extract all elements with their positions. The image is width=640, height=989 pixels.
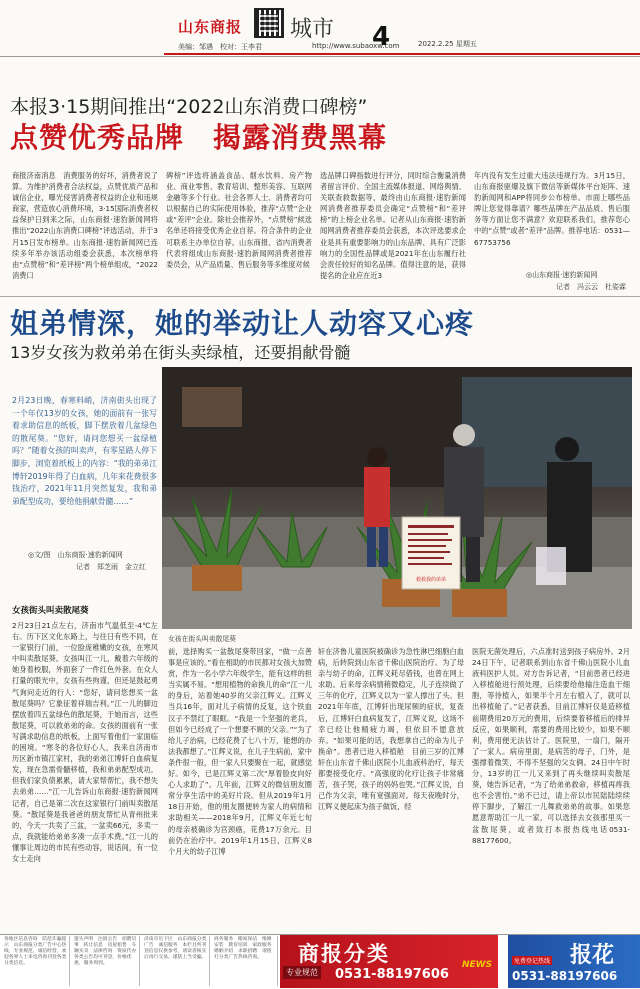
qr-code-icon <box>254 8 284 38</box>
baohua-ad-title: 报花 <box>570 943 615 968</box>
classified-ad-1[interactable]: 各地区信息咨询 防范诈骗提示 山东商报分类广告中心热线，专业规范，诚信经营，欢迎各界人士来电咨询刊登各类分类信息。 <box>2 936 70 986</box>
photo-caption: 女孩在街头叫卖散尾葵 <box>168 635 236 643</box>
story1-reporters: 记者 冯云云 杜姿霖 <box>556 283 626 291</box>
photo-illustration <box>162 367 632 629</box>
newspaper-logo: 山东商报 <box>178 18 243 36</box>
classified-ad-4[interactable]: 商务服务 搬家保洁 维修安装 教育培训 家政服务 婚姻介绍 求职招聘 请拨打分类广告热线咨询。 <box>212 936 278 986</box>
news-photo <box>162 367 632 629</box>
story1-credit: ◎山东商报·速豹新闻网 <box>526 271 598 279</box>
story1-kicker: 本报3·15期间推出“2022山东消费口碑榜” <box>10 96 368 118</box>
story1-headline: 点赞优秀品牌 揭露消费黑幕 <box>10 121 388 154</box>
story2-reporters: 记者 郑芝雨 金立红 <box>76 563 146 571</box>
section-name: 城市 <box>290 17 335 42</box>
baohua-ad-label: 免费登记热线 <box>514 958 551 965</box>
news-badge: NEWS <box>462 960 493 970</box>
story1-column-4: 年内没有发生过重大违法违规行为。3月15日，山东商报驱爆及旗下微信等新媒体平台矩阵、速豹新闻网和APP将同步公布榜单。市面上哪些品牌让您觉得靠谱？哪些品牌在产品品质、售后服务等方面让您不满意？欢迎联系我们，推荐您心中的“点赞”或者“差评”品牌。推荐电话：0531—67753756 <box>474 171 630 247</box>
story2-subhead-a: 女孩街头叫卖散尾葵 <box>12 606 89 616</box>
classified-ad-3[interactable]: 济南市历下区 山东商报分类广告 诚信服务 本栏目所刊登信息仅供参考，请读者核实后再行交易，谨防上当受骗。 <box>142 936 210 986</box>
story2-headline: 姐弟情深，她的举动让人动容又心疼 <box>10 307 475 340</box>
story-divider <box>0 296 640 297</box>
page-number: 4 <box>372 22 391 52</box>
issue-date: 2022.2.25 星期五 <box>418 40 477 48</box>
website-link[interactable]: http://www.subaoxw.com <box>312 42 400 50</box>
photo-sign-text: 救救我的弟弟 <box>415 577 447 583</box>
story2-column-2: 前，选择购买一盆散尾葵带回家，“做一点善事是应该的。”看在相助的市民都对女孩大加赞赏，作为一名小学六年级学生，能有这样的担当实属不易。“想用植物的命换儿的命”江一儿的身后，站着她40岁的父亲江辉义。江辉义当兵16年，面对儿子病情的反复，这个铁血汉子不禁红了眼眶。“我是一个坚强的老兵，但如今已经成了一个想要不顾的父亲。”“为了给儿子治病，已经花费了七八十万，能想的办法我都想了。”江辉义说，在儿子生病前，家中条件很一般，但一家人只要聚在一起，就感觉好。如今，已是江辉义第二次“厚着脸皮向好心人求助了”。几年前，江辉义的微信朋友圈常分享生活中的美好片段。但从2019年1月18日开始，他的朋友圈便转为家人的病情和求助相关——2018年9月，江辉义年近七旬的母亲被确诊为宫颈癌，花费17万余元。目前仍在治疗中。2019年1月15日，江辉义8个月大的幼子江博 <box>168 647 313 856</box>
baohua-ad-phone: 0531-88197606 <box>512 969 618 983</box>
masthead-divider <box>0 56 640 57</box>
classified-banner-phone: 0531-88197606 <box>335 967 449 982</box>
classified-banner-tag: 专业规范 <box>283 966 321 979</box>
story2-intro: 2月23日晚，春寒料峭，济南街头出现了一个年仅13岁的女孩，她的面前有一张写着求助信息的纸板，脚下摆放着几盆绿色的散尾葵。“您好，请问您想买一盆绿植吗？”随着女孩的叫卖声，有零星路人停下脚步，浏览着纸板上的内容：“我的弟弟江博轩2019年得了白血病，几年来花费很多钱治疗，2021年11月突然复发，我和弟弟配型成功，要给他捐献骨髓……” <box>12 396 157 506</box>
story2-column-3: 轩在济鲁儿童医院被确诊为急性淋巴细胞白血病，后转院到山东省千佛山医院治疗。为了母亲与幼子的命，江辉义耗尽借钱，也曾在网上求助。后来母亲病情稍微稳定，儿子连续做了三年的化疗，江辉义以为一家人撑出了头。但2021年年底，江博轩出现尿频的症状，复查后，江博轩白血病复发了，江辉义说，这场不幸已经让他精疲力竭，但依旧不愿意放弃。“如果可能的话，我想拿自己的命为儿子换命”。患者已进入移植舱 目前三岁的江博轩在山东省千佛山医院小儿血液科治疗，每天都要接受化疗。“高强度的化疗让孩子非常痛苦，孩子哭，孩子的妈妈也哭。”江辉义说，自己作为父亲，唯有宽强面对。每天夜晚时分，江辉义便起床为孩子做饭，经 <box>318 647 464 812</box>
story2-credit: ◎文/图 山东商报·速豹新闻网 <box>28 551 123 559</box>
classified-banner-title: 商报分类 <box>298 942 390 966</box>
masthead-rule <box>164 53 640 55</box>
classified-ad-2[interactable]: 遗失声明 注销公告 招聘启事 转让信息 房屋租售 车辆买卖 法律咨询 资质代办 各类公告均可刊登，价格优惠，服务周到。 <box>72 936 140 986</box>
story1-column-1: 商报济南消息 消费服务的好坏，消费者说了算。为维护消费者合法权益，点赞优质产品和诚信企业，曝光侵害消费者权益的企业和违规商家，营造放心消费环境，3·15国际消费者权益保护日到来之际，山东商报·速豹新闻网将推出“2022山东消费口碑榜”评选活动，并于3月15日发布榜单。山东商报·速豹新闻网已连续多年举办该活动组委会获悉，本次榜单将由“点赞榜”和“差评榜”两个榜单组成，“2022消费口 <box>12 171 158 280</box>
story1-column-2: 碑榜”评选将涵盖食品、烟水饮料、房产物业、商业零售、教育培训、整形美容、互联网金融等多个行业。社会各界人士、消费者均可以根据自己的实际使用体验，推荐“点赞”企业或“差评”企业。除社会推荐外，“点赞榜”候选名单还将接受优秀企业自荐。符合条件的企业可联系主办单位自荐。山东商报、省内消费者代表将组成山东商报·速豹新闻网消费者推荐委员会，从产品质量、售后服务等多维度对候 <box>166 171 312 269</box>
story2-subhead: 13岁女孩为救弟弟在街头卖绿植，还要捐献骨髓 <box>10 343 351 362</box>
editor-credits: 美编：邹遇 校对：王李君 <box>178 43 262 51</box>
story2-column-4: 医院无菌处理后，六点准时送到孩子病房外。2月24日下午，记者联系到山东省千佛山医院小儿血液科医护人员。对方告诉记者，“目前患者已经进入移植舱进行预处理，后续要给他输注造血干细胞，等待植入，如果半个月左右植入了，就可以出移植舱了。”记者获悉，目前江博轩仅是造移植前期费用20万元的费用，后续要着移植后的排异反应，如果顺利，需要的费用比较少，如果不顺利，费用便无法估计了。医院里，一扇门，隔开了一家人。病房里面，是病苦的母子，门外，是强撑着微笑，不得不坚强的父女俩。24日中午时分，13岁的江一儿又来到了再头继续叫卖散尾葵，她告诉记者，“为了给弟弟救命，移植再疼我也不会害怕。”弟不已过，请上帝以市民陆陆续续停下脚步，了解江一儿舞救弟弟的故事。如果您愿意帮助江一儿一家，可以选择去女孩那里买一盆散尾葵，或者致打本报热线电话0531-88177600。 <box>472 647 630 845</box>
story2-column-1: 2月23日21点左右，济南市气温低至-4℃左右。历下区文化东路上，与往日有些不同，在一家银行门前，一位脸庞稚嫩的女孩，在寒风中叫卖散尾葵。女孩叫江一儿，戴着六年级的她身着校服，外面套了一件红色外套。在众人打量的眼光中，女孩有些拘谨，但还是鼓起勇气询问走近的行人：“您好，请问您想买一盆散尾葵吗？它象征着祥瑞吉利。”江一儿的脚边摆放着四五盆绿色的散尾葵，于她而言，这些散尾葵，可以救弟弟的命。女孩的面前有一张写满求助信息的纸板，上面写着他们一家面临的困境。“寒冬的各位好心人，我来自济南市历区新市镇江家村，我的弟弟江博轩白血病复发，现在急需骨髓移植，我和弟弟配型成功，但我们家负债累累，请大家帮帮忙，我不想失去弟弟……”江一儿告诉山东商报·速豹新闻网记者，自己是第二次在这家银行门前叫卖散尾葵。“散尾葵是我爸爸的朋友帮忙从青州批来的，今天一共卖了三盆，一盆卖66元，多卖一点，我就能给弟弟多凑一点手术费。”江一儿的懂事让周边的市民有些动容，说话间，有一位女士走向 <box>12 621 158 863</box>
story1-column-3: 选品牌口碑指数进行评分，同时综合衡量消费者留言评价、全国主流媒体报道、网络舆情、关联查救数据等，最终由山东商报·速豹新闻网消费者推荐委员会确定“点赞榜”和“差评榜”的上榜企业名单。记者从山东商报·速豹新闻网消费者推荐委员会获悉，本次评选要求企业是具有重要影响力的山东品牌、具有广泛影响力的全国性品牌或是2021年在山东履行社会责任较好的知名品牌。值得注意的是，获得提名的企业应在近3 <box>320 171 466 280</box>
